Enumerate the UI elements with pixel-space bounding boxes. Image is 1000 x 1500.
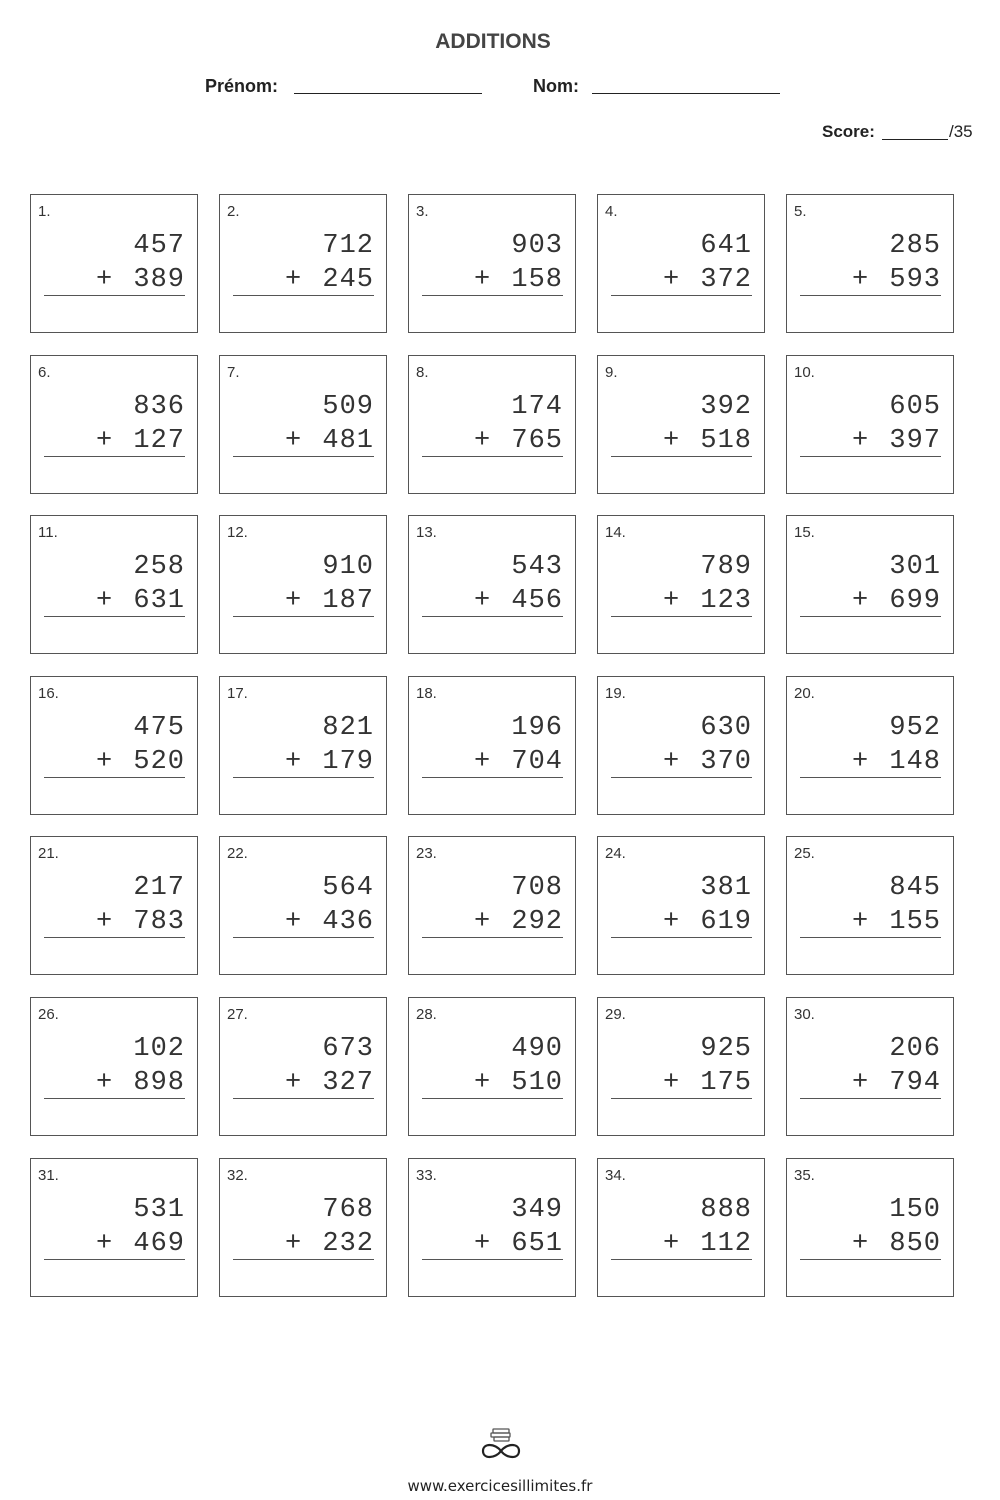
second-operand: 619	[700, 907, 752, 937]
second-operand: 794	[889, 1068, 941, 1098]
sum-line	[611, 616, 752, 617]
first-operand: 150	[889, 1195, 941, 1225]
problem-box[interactable]	[597, 997, 765, 1136]
problem-box[interactable]	[786, 676, 954, 815]
sum-line	[44, 616, 185, 617]
sum-line	[44, 777, 185, 778]
sum-line	[44, 1259, 185, 1260]
problem-box[interactable]	[786, 355, 954, 494]
plus-sign: +	[96, 907, 113, 937]
first-operand: 301	[889, 552, 941, 582]
second-operand: 397	[889, 426, 941, 456]
problem-number: 7.	[227, 364, 240, 381]
plus-sign: +	[852, 265, 869, 295]
first-operand: 910	[322, 552, 374, 582]
second-operand: 127	[133, 426, 185, 456]
problem-box[interactable]	[219, 515, 387, 654]
problem-box[interactable]	[597, 1158, 765, 1297]
sum-line	[800, 777, 941, 778]
first-operand: 888	[700, 1195, 752, 1225]
plus-sign: +	[663, 265, 680, 295]
problem-box[interactable]	[786, 194, 954, 333]
second-operand: 389	[133, 265, 185, 295]
problem-box[interactable]	[30, 194, 198, 333]
problem-box[interactable]	[219, 355, 387, 494]
plus-sign: +	[474, 1229, 491, 1259]
plus-sign: +	[852, 747, 869, 777]
problem-number: 24.	[605, 845, 626, 862]
plus-sign: +	[96, 265, 113, 295]
first-operand: 564	[322, 873, 374, 903]
first-operand: 903	[511, 231, 563, 261]
second-operand: 481	[322, 426, 374, 456]
problem-box[interactable]	[408, 997, 576, 1136]
sum-line	[800, 295, 941, 296]
problem-box[interactable]	[30, 676, 198, 815]
sum-line	[233, 937, 374, 938]
score-total: /35	[949, 122, 973, 141]
problem-number: 30.	[794, 1006, 815, 1023]
problem-number: 6.	[38, 364, 51, 381]
problem-number: 2.	[227, 203, 240, 220]
first-operand: 174	[511, 392, 563, 422]
problem-number: 3.	[416, 203, 429, 220]
problem-number: 32.	[227, 1167, 248, 1184]
plus-sign: +	[285, 907, 302, 937]
second-operand: 699	[889, 586, 941, 616]
problem-box[interactable]	[30, 515, 198, 654]
problem-number: 13.	[416, 524, 437, 541]
problem-box[interactable]	[597, 676, 765, 815]
problem-number: 9.	[605, 364, 618, 381]
second-operand: 175	[700, 1068, 752, 1098]
page-title: ADDITIONS	[435, 30, 551, 53]
problem-number: 17.	[227, 685, 248, 702]
sum-line	[422, 295, 563, 296]
first-operand: 925	[700, 1034, 752, 1064]
second-operand: 372	[700, 265, 752, 295]
plus-sign: +	[96, 1068, 113, 1098]
plus-sign: +	[474, 265, 491, 295]
second-operand: 158	[511, 265, 563, 295]
first-operand: 285	[889, 231, 941, 261]
sum-line	[800, 937, 941, 938]
plus-sign: +	[852, 1068, 869, 1098]
sum-line	[800, 1098, 941, 1099]
first-operand: 392	[700, 392, 752, 422]
problem-number: 18.	[416, 685, 437, 702]
problem-box[interactable]	[597, 355, 765, 494]
first-operand: 845	[889, 873, 941, 903]
problem-box[interactable]	[219, 1158, 387, 1297]
first-operand: 641	[700, 231, 752, 261]
problem-number: 4.	[605, 203, 618, 220]
plus-sign: +	[96, 426, 113, 456]
second-operand: 370	[700, 747, 752, 777]
second-operand: 148	[889, 747, 941, 777]
problem-box[interactable]	[408, 515, 576, 654]
second-operand: 765	[511, 426, 563, 456]
problem-number: 34.	[605, 1167, 626, 1184]
first-operand: 490	[511, 1034, 563, 1064]
first-operand: 708	[511, 873, 563, 903]
first-operand: 381	[700, 873, 752, 903]
problem-number: 31.	[38, 1167, 59, 1184]
problem-box[interactable]	[30, 1158, 198, 1297]
problem-number: 27.	[227, 1006, 248, 1023]
second-operand: 436	[322, 907, 374, 937]
sum-line	[44, 937, 185, 938]
sum-line	[422, 777, 563, 778]
first-operand: 768	[322, 1195, 374, 1225]
problem-number: 14.	[605, 524, 626, 541]
first-operand: 543	[511, 552, 563, 582]
plus-sign: +	[852, 586, 869, 616]
second-operand: 179	[322, 747, 374, 777]
first-operand: 102	[133, 1034, 185, 1064]
plus-sign: +	[852, 1229, 869, 1259]
first-operand: 196	[511, 713, 563, 743]
problem-number: 29.	[605, 1006, 626, 1023]
problem-box[interactable]	[408, 355, 576, 494]
problem-box[interactable]	[30, 997, 198, 1136]
problem-box[interactable]	[786, 836, 954, 975]
problem-number: 28.	[416, 1006, 437, 1023]
first-operand: 712	[322, 231, 374, 261]
plus-sign: +	[285, 1068, 302, 1098]
second-operand: 155	[889, 907, 941, 937]
sum-line	[233, 1098, 374, 1099]
sum-line	[611, 937, 752, 938]
sum-line	[611, 1259, 752, 1260]
second-operand: 469	[133, 1229, 185, 1259]
sum-line	[233, 777, 374, 778]
second-operand: 510	[511, 1068, 563, 1098]
plus-sign: +	[663, 1068, 680, 1098]
second-operand: 112	[700, 1229, 752, 1259]
sum-line	[422, 1098, 563, 1099]
first-operand: 821	[322, 713, 374, 743]
plus-sign: +	[663, 747, 680, 777]
score-label: Score:	[822, 122, 875, 141]
first-operand: 258	[133, 552, 185, 582]
second-operand: 898	[133, 1068, 185, 1098]
first-operand: 605	[889, 392, 941, 422]
problem-number: 25.	[794, 845, 815, 862]
sum-line	[611, 777, 752, 778]
last-name-label: Nom:	[533, 76, 579, 96]
plus-sign: +	[285, 1229, 302, 1259]
problem-box[interactable]	[597, 836, 765, 975]
problem-number: 10.	[794, 364, 815, 381]
plus-sign: +	[474, 1068, 491, 1098]
first-operand: 457	[133, 231, 185, 261]
plus-sign: +	[285, 426, 302, 456]
second-operand: 520	[133, 747, 185, 777]
first-operand: 217	[133, 873, 185, 903]
plus-sign: +	[474, 426, 491, 456]
problem-number: 19.	[605, 685, 626, 702]
plus-sign: +	[474, 747, 491, 777]
plus-sign: +	[852, 426, 869, 456]
problem-box[interactable]	[219, 836, 387, 975]
second-operand: 850	[889, 1229, 941, 1259]
sum-line	[611, 456, 752, 457]
problem-number: 16.	[38, 685, 59, 702]
second-operand: 245	[322, 265, 374, 295]
footer-url: www.exercicesillimites.fr	[407, 1477, 593, 1495]
problem-box[interactable]	[219, 676, 387, 815]
problem-number: 22.	[227, 845, 248, 862]
problem-number: 1.	[38, 203, 51, 220]
problem-box[interactable]	[219, 997, 387, 1136]
problem-number: 11.	[38, 524, 58, 541]
problem-number: 5.	[794, 203, 807, 220]
plus-sign: +	[285, 265, 302, 295]
problem-box[interactable]	[219, 194, 387, 333]
plus-sign: +	[663, 586, 680, 616]
problem-number: 15.	[794, 524, 815, 541]
problem-box[interactable]	[408, 836, 576, 975]
second-operand: 704	[511, 747, 563, 777]
sum-line	[44, 1098, 185, 1099]
second-operand: 456	[511, 586, 563, 616]
plus-sign: +	[663, 907, 680, 937]
sum-line	[422, 456, 563, 457]
infinity-books-icon	[477, 1425, 525, 1465]
plus-sign: +	[285, 747, 302, 777]
sum-line	[800, 456, 941, 457]
problem-box[interactable]	[30, 355, 198, 494]
sum-line	[233, 616, 374, 617]
sum-line	[611, 1098, 752, 1099]
problem-box[interactable]	[597, 515, 765, 654]
second-operand: 593	[889, 265, 941, 295]
first-operand: 509	[322, 392, 374, 422]
first-operand: 630	[700, 713, 752, 743]
plus-sign: +	[96, 747, 113, 777]
first-operand: 349	[511, 1195, 563, 1225]
problem-number: 20.	[794, 685, 815, 702]
problem-number: 21.	[38, 845, 59, 862]
plus-sign: +	[96, 1229, 113, 1259]
problem-number: 33.	[416, 1167, 437, 1184]
first-operand: 673	[322, 1034, 374, 1064]
first-name-label: Prénom:	[205, 76, 279, 96]
sum-line	[800, 1259, 941, 1260]
first-operand: 789	[700, 552, 752, 582]
plus-sign: +	[852, 907, 869, 937]
sum-line	[44, 295, 185, 296]
second-operand: 651	[511, 1229, 563, 1259]
sum-line	[233, 295, 374, 296]
plus-sign: +	[663, 426, 680, 456]
sum-line	[422, 937, 563, 938]
problem-number: 23.	[416, 845, 437, 862]
sum-line	[611, 295, 752, 296]
problem-number: 35.	[794, 1167, 815, 1184]
problem-box[interactable]	[408, 1158, 576, 1297]
first-operand: 952	[889, 713, 941, 743]
first-operand: 836	[133, 392, 185, 422]
second-operand: 631	[133, 586, 185, 616]
problem-number: 8.	[416, 364, 429, 381]
sum-line	[422, 1259, 563, 1260]
problem-box[interactable]	[786, 997, 954, 1136]
problem-box[interactable]	[30, 836, 198, 975]
plus-sign: +	[285, 586, 302, 616]
problem-box[interactable]	[597, 194, 765, 333]
second-operand: 518	[700, 426, 752, 456]
problem-number: 26.	[38, 1006, 59, 1023]
second-operand: 232	[322, 1229, 374, 1259]
problem-box[interactable]	[408, 676, 576, 815]
problem-box[interactable]	[786, 1158, 954, 1297]
plus-sign: +	[474, 586, 491, 616]
problem-box[interactable]	[786, 515, 954, 654]
first-operand: 531	[133, 1195, 185, 1225]
sum-line	[233, 456, 374, 457]
plus-sign: +	[663, 1229, 680, 1259]
plus-sign: +	[474, 907, 491, 937]
problem-number: 12.	[227, 524, 248, 541]
problem-box[interactable]	[408, 194, 576, 333]
sum-line	[44, 456, 185, 457]
second-operand: 292	[511, 907, 563, 937]
second-operand: 783	[133, 907, 185, 937]
first-operand: 475	[133, 713, 185, 743]
sum-line	[422, 616, 563, 617]
plus-sign: +	[96, 586, 113, 616]
sum-line	[233, 1259, 374, 1260]
first-operand: 206	[889, 1034, 941, 1064]
second-operand: 123	[700, 586, 752, 616]
sum-line	[800, 616, 941, 617]
second-operand: 327	[322, 1068, 374, 1098]
second-operand: 187	[322, 586, 374, 616]
